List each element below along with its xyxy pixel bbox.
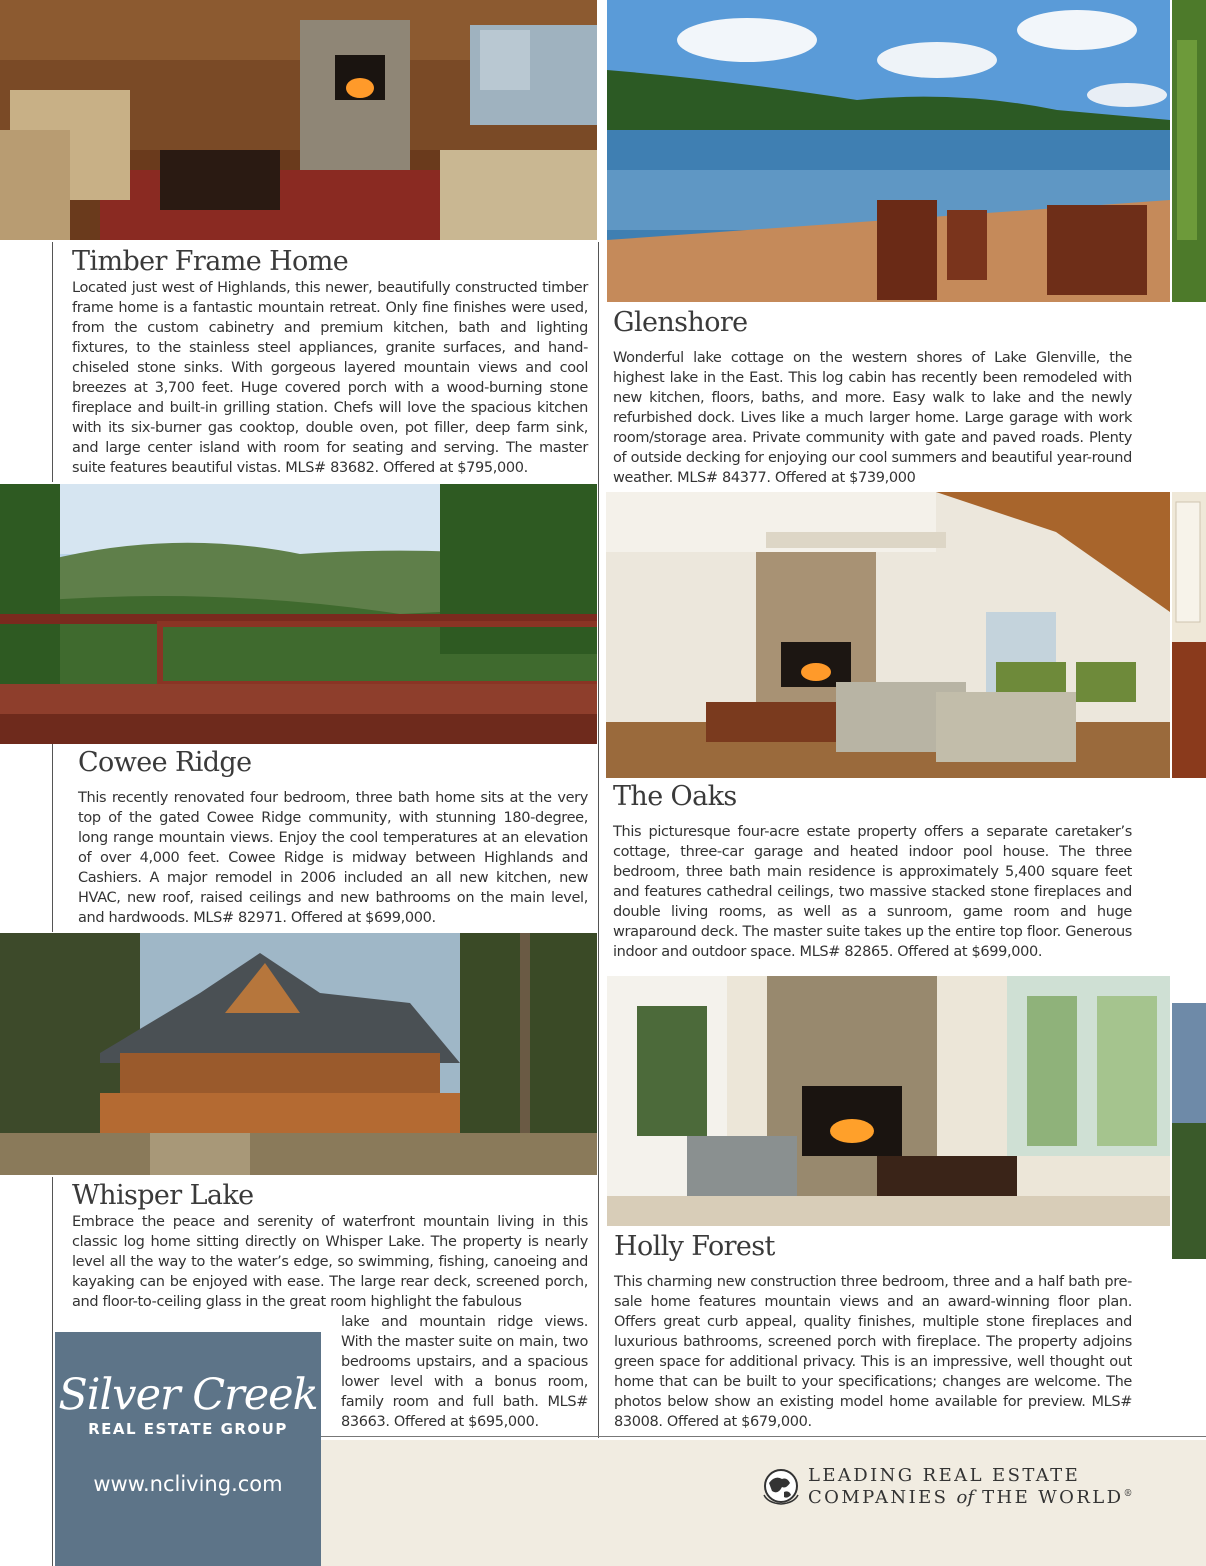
listing-description-whisper-lake-b: lake and mountain ridge views. With the master suite on main, two bedrooms upstairs, and a spacious lower level with a bonus room, family room and full bath. MLS# 83663. Offered at $695,000. (341, 1314, 588, 1430)
left-column-rule-3 (52, 1177, 53, 1566)
registered-mark: ® (1123, 1489, 1133, 1499)
timber-frame-photo (0, 0, 597, 240)
left-column-rule-1 (52, 242, 53, 482)
brand-logo-name: Silver Creek (58, 1370, 318, 1420)
lre-the-world: THE WORLD (982, 1487, 1124, 1508)
brand-logo-subtitle: REAL ESTATE GROUP (88, 1420, 288, 1438)
listing-title-timber-frame: Timber Frame Home (72, 246, 349, 277)
listing-description-whisper-lake-a: Embrace the peace and serenity of waterfront mountain living in this classic log home sitting directly on Whisper Lake. The property is nearly level all the way to the water’s edge, so swimming, fishing, canoeing and kayaking can be enjoyed with ease. The large rear deck, screened porch, and floor-to-ceiling glass in the great room highlight the fabulous (72, 1214, 588, 1310)
lre-of: of (956, 1487, 974, 1508)
lre-line-1: LEADING REAL ESTATE (808, 1465, 1081, 1486)
listing-title-cowee-ridge: Cowee Ridge (78, 747, 252, 778)
cowee-ridge-photo (0, 484, 597, 744)
listing-title-whisper-lake: Whisper Lake (72, 1180, 254, 1211)
listing-description-the-oaks: This picturesque four-acre estate property offers a separate caretaker’s cottage, three-car garage and heated indoor pool house. The three bedroom, three bath main residence is approximately 5,400 square feet and features cathedral ceilings, two massive stacked stone fireplaces and double living rooms, as well as a sunroom, game room and huge wraparound deck. The master suite takes up the entire top floor. Generous indoor and outdoor space. MLS# 82865. Offered at $699,000. (613, 824, 1132, 960)
holly-forest-side-strip (1172, 1003, 1206, 1259)
left-column-rule-2 (52, 744, 53, 932)
listing-title-glenshore: Glenshore (613, 307, 748, 338)
glenshore-side-strip (1172, 0, 1206, 302)
lre-companies: COMPANIES (808, 1487, 949, 1508)
leading-real-estate-logo (760, 1465, 1150, 1511)
glenshore-photo (607, 0, 1170, 302)
footer-top-rule (321, 1436, 1206, 1437)
the-oaks-side-strip (1172, 492, 1206, 778)
listing-description-timber-frame: Located just west of Highlands, this newer, beautifully constructed timber frame home is a fantastic mountain retreat. Only fine finishes were used, from the custom cabinetry and premium kitchen, bath and lighting fixtures, to the stainless steel appliances, granite surfaces, and hand-chiseled stone sinks. With gorgeous layered mountain views and cool breezes at 3,700 feet. Huge covered porch with a wood-burning stone fireplace and built-in grilling station. Chefs will love the spacious kitchen with its six-burner gas cooktop, double oven, pot filler, deep farm sink, and large center island with room for seating and serving. The master suite features beautiful vistas. MLS# 83682. Offered at $795,000. (72, 280, 588, 476)
listing-title-holly-forest: Holly Forest (614, 1231, 775, 1262)
listing-title-the-oaks: The Oaks (613, 781, 737, 812)
holly-forest-photo (607, 976, 1170, 1226)
silver-creek-brand-panel (55, 1332, 321, 1566)
whisper-lake-photo (0, 933, 597, 1175)
lre-line-2 (808, 1487, 1132, 1508)
listing-description-holly-forest: This charming new construction three bedroom, three and a half bath pre-sale home features mountain views and an award-winning floor plan. Offers great curb appeal, quality finishes, multiple stone fireplaces and luxurious bathrooms, screened porch with fireplace. The property adjoins green space for additional privacy. This is an impressive, well thought out home that can be built to your specifications; changes are welcome. The photos below show an existing model home available for preview. MLS# 83008. Offered at $679,000. (614, 1274, 1132, 1430)
the-oaks-photo (606, 492, 1170, 778)
listing-description-glenshore: Wonderful lake cottage on the western shores of Lake Glenville, the highest lake in the East. This log cabin has recently been remodeled with new kitchen, floors, baths, and more. Easy walk to lake and the newly refurbished dock. Lives like a much larger home. Large garage with work room/storage area. Private community with gate and paved roads. Plenty of outside decking for enjoying our cool summers and beautiful year-round weather. MLS# 84377. Offered at $739,000 (613, 350, 1132, 486)
listing-description-cowee-ridge: This recently renovated four bedroom, three bath home sits at the very top of the gated Cowee Ridge community, with stunning 180-degree, long range mountain views. Enjoy the cool temperatures at an elevation of over 4,000 feet. Cowee Ridge is midway between Highlands and Cashiers. A major remodel in 2006 included an all new kitchen, new HVAC, new roof, raised ceilings and new bathrooms on the main level, and hardwoods. MLS# 82971. Offered at $699,000. (78, 790, 588, 926)
globe-icon (760, 1465, 802, 1507)
center-column-rule (598, 242, 599, 1438)
brand-website-link[interactable]: www.ncliving.com (93, 1472, 283, 1496)
